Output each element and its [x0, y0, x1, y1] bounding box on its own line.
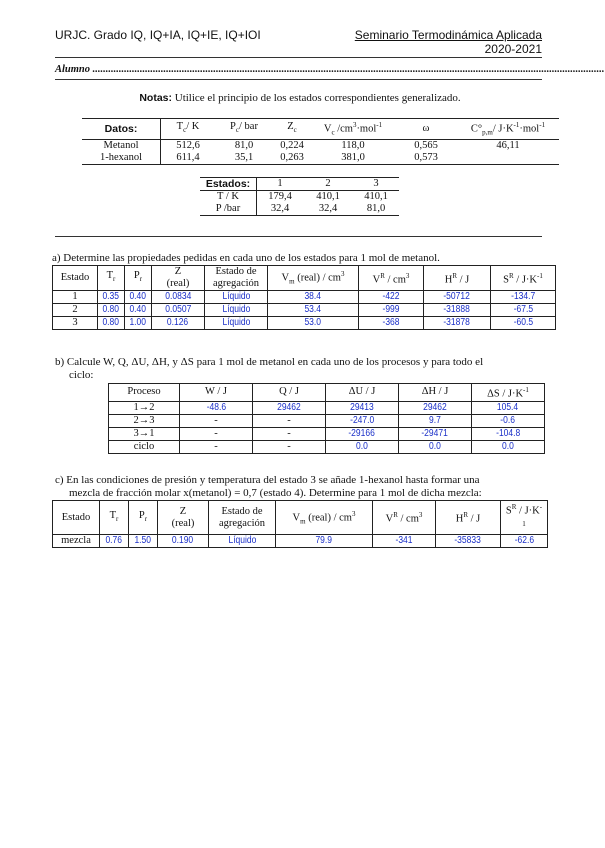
answer-cell[interactable]: 38.4: [268, 291, 359, 304]
cell: 611,4: [161, 152, 216, 165]
row-label: T / K: [200, 191, 257, 204]
answer-cell[interactable]: 0.0: [472, 440, 545, 453]
answer-cell[interactable]: 29462: [253, 401, 326, 414]
header-pr: $P_r$: [125, 266, 152, 291]
row-label: P /bar: [200, 203, 257, 216]
state-col: 3: [353, 178, 399, 191]
question-a: a) Determine las propiedades pedidas en cada uno de los estados para 1 mol de metanol.: [52, 252, 440, 264]
header-estado: Estado: [53, 266, 98, 291]
cell: 410,1: [364, 191, 388, 202]
cell: 179,4: [268, 191, 292, 202]
header-z: Z (real): [152, 266, 205, 291]
cell: 512,6: [176, 139, 200, 151]
table-row: [109, 427, 545, 440]
header-pr: $P_r$: [129, 501, 158, 535]
answer-cell: -: [253, 414, 326, 427]
seminar-header: [355, 28, 542, 56]
student-label: Alumno: [55, 64, 91, 75]
student-name-field[interactable]: ...................................................................................................................................................................................................: [92, 64, 605, 75]
header-tr: $T_r$: [100, 501, 129, 535]
header-du: ΔU / J: [326, 384, 399, 402]
cell: 381,0: [311, 152, 395, 165]
answer-cell[interactable]: -29166: [326, 427, 399, 440]
answer-cell[interactable]: Líquido: [205, 291, 268, 304]
answer-cell[interactable]: 1.00: [125, 317, 152, 330]
question-c-table: [52, 500, 548, 548]
answer-cell: -: [180, 427, 253, 440]
notes-text: Utilice el principio de los estados correspondientes generalizado.: [174, 92, 461, 104]
answer-cell[interactable]: -341: [373, 535, 436, 548]
header-vm: $V_m$ (real) / $cm^3$: [268, 266, 359, 291]
answer-cell[interactable]: 0.76: [100, 535, 129, 548]
answer-cell[interactable]: 79.9: [276, 535, 373, 548]
table-row: [109, 440, 545, 453]
student-line[interactable]: [55, 64, 605, 75]
question-b-line2: ciclo:: [69, 369, 94, 381]
answer-cell[interactable]: 0.0: [399, 440, 472, 453]
header-hr: $H^R$ / J: [424, 266, 491, 291]
answer-cell[interactable]: -48.6: [180, 401, 253, 414]
answer-cell: -: [180, 414, 253, 427]
header-dh: ΔH / J: [399, 384, 472, 402]
header-q: Q / J: [253, 384, 326, 402]
datos-label: Datos:: [82, 119, 161, 140]
header-agg: Estado de agregación: [205, 266, 268, 291]
answer-cell: -: [253, 440, 326, 453]
answer-cell[interactable]: -247.0: [326, 414, 399, 427]
question-c-line1: c) En las condiciones de presión y temperatura del estado 3 se añade 1-hexanol hasta formar una: [55, 474, 480, 486]
answer-cell[interactable]: -134.7: [491, 291, 556, 304]
process-label: 1→2: [109, 401, 180, 414]
answer-cell[interactable]: -29471: [399, 427, 472, 440]
substance-name: 1-hexanol: [82, 152, 161, 165]
answer-cell[interactable]: 0.126: [152, 317, 205, 330]
answer-cell[interactable]: 53.0: [268, 317, 359, 330]
answer-cell[interactable]: -368: [359, 317, 424, 330]
cell: 46,11: [496, 139, 520, 151]
data-table: [82, 118, 559, 165]
substance-name: Metanol: [82, 139, 161, 152]
answer-cell[interactable]: 1.50: [129, 535, 158, 548]
state-number: 3: [53, 317, 98, 330]
header-omega: ω: [395, 119, 457, 140]
notes: [0, 92, 600, 104]
table-row: [109, 414, 545, 427]
answer-cell[interactable]: 0.80: [98, 317, 125, 330]
answer-cell[interactable]: 0.40: [125, 291, 152, 304]
process-label: 2→3: [109, 414, 180, 427]
course-title: URJC. Grado IQ, IQ+IA, IQ+IE, IQ+IOI: [55, 28, 261, 42]
header-agg: Estado de agregación: [209, 501, 276, 535]
question-b-table: [108, 383, 545, 454]
cell: 32,4: [257, 203, 304, 216]
estados-label: Estados:: [200, 178, 257, 191]
cell: 118,0: [341, 139, 365, 151]
process-label: ciclo: [109, 440, 180, 453]
question-b-line1: b) Calcule W, Q, ΔU, ΔH, y ΔS para 1 mol de metanol en cada uno de los procesos y para todo el: [55, 356, 484, 368]
state-col: 1: [257, 178, 304, 191]
table-row: [53, 291, 556, 304]
header-proceso: Proceso: [109, 384, 180, 402]
answer-cell[interactable]: -422: [359, 291, 424, 304]
question-a-table: [52, 265, 556, 330]
answer-cell[interactable]: -999: [359, 304, 424, 317]
header-vc: $V_c$ $/cm^3\cdot mol^{-1}$: [311, 119, 395, 140]
table-row: [109, 401, 545, 414]
student-divider: [55, 79, 542, 80]
header-vr: $V^R / cm^3$: [373, 501, 436, 535]
cell: 0,565: [414, 139, 438, 151]
cell: 410,1: [316, 191, 340, 202]
answer-cell[interactable]: 0.80: [98, 304, 125, 317]
answer-cell[interactable]: -0.6: [472, 414, 545, 427]
answer-cell[interactable]: 29462: [399, 401, 472, 414]
header-tr: $T_r$: [98, 266, 125, 291]
header-tc: $T_c/$ K: [161, 119, 216, 140]
academic-year: 2020-2021: [484, 42, 542, 56]
cell: 81,0: [353, 203, 399, 216]
state-col: 2: [303, 178, 353, 191]
header-divider: [55, 57, 542, 58]
header-sr: $S^R / J\cdot K^{- 1}$: [501, 501, 548, 535]
answer-cell[interactable]: -104.8: [472, 427, 545, 440]
answer-cell[interactable]: 0.0507: [152, 304, 205, 317]
seminar-title: Seminario Termodinámica Aplicada: [354, 28, 542, 42]
answer-cell[interactable]: 0.40: [125, 304, 152, 317]
header-z: Z (real): [158, 501, 209, 535]
header-sr: $S^R / J\cdot K^{-1}$: [491, 266, 556, 291]
header-cp: $C^\circ_{p,m}/$ $J\cdot K^{-1}\cdot mol^{-1}$: [457, 119, 559, 140]
answer-cell[interactable]: -62.6: [501, 535, 548, 548]
answer-cell[interactable]: 0.190: [158, 535, 209, 548]
cell: 0,263: [273, 152, 311, 165]
table-row: [53, 535, 548, 548]
answer-cell: -: [180, 440, 253, 453]
answer-cell[interactable]: -67.5: [491, 304, 556, 317]
header-hr: $H^R$ / J: [436, 501, 501, 535]
answer-cell[interactable]: -50712: [424, 291, 491, 304]
state-label: mezcla: [53, 535, 100, 548]
question-c: [55, 474, 545, 500]
answer-cell[interactable]: -35833: [436, 535, 501, 548]
notes-label: Notas:: [139, 92, 172, 104]
answer-cell[interactable]: -31878: [424, 317, 491, 330]
section-divider: [55, 236, 542, 237]
states-table: [200, 177, 399, 216]
answer-cell[interactable]: Líquido: [209, 535, 276, 548]
header-w: W / J: [180, 384, 253, 402]
question-b: [55, 356, 545, 382]
answer-cell[interactable]: 0.0: [326, 440, 399, 453]
answer-cell[interactable]: 105.4: [472, 401, 545, 414]
table-row: [53, 317, 556, 330]
state-number: 2: [53, 304, 98, 317]
question-c-line2: mezcla de fracción molar x(metanol) = 0,7 (estado 4). Determine para 1 mol de dicha mezcla:: [69, 487, 482, 499]
header-estado: Estado: [53, 501, 100, 535]
cell: 0,224: [280, 139, 304, 151]
answer-cell[interactable]: 53.4: [268, 304, 359, 317]
header-ds: $\Delta S / J\cdot K^{-1}$: [472, 384, 545, 402]
answer-cell[interactable]: 0.35: [98, 291, 125, 304]
header-pc: $P_c/$ bar: [215, 119, 273, 140]
answer-cell[interactable]: Líquido: [205, 317, 268, 330]
cell: 81,0: [234, 139, 254, 151]
answer-cell[interactable]: 29413: [326, 401, 399, 414]
answer-cell[interactable]: Líquido: [205, 304, 268, 317]
answer-cell[interactable]: -60.5: [491, 317, 556, 330]
header-zc: $Z_c$: [273, 119, 311, 140]
cell: 35,1: [215, 152, 273, 165]
process-label: 3→1: [109, 427, 180, 440]
cell: [457, 152, 559, 165]
header-vm: $V_m$ (real) / $cm^3$: [276, 501, 373, 535]
cell: 0,573: [395, 152, 457, 165]
cell: 32,4: [303, 203, 353, 216]
answer-cell[interactable]: -31888: [424, 304, 491, 317]
answer-cell[interactable]: 0.0834: [152, 291, 205, 304]
answer-cell[interactable]: 9.7: [399, 414, 472, 427]
header-vr: $V^R / cm^3$: [359, 266, 424, 291]
state-number: 1: [53, 291, 98, 304]
table-row: [53, 304, 556, 317]
answer-cell: -: [253, 427, 326, 440]
